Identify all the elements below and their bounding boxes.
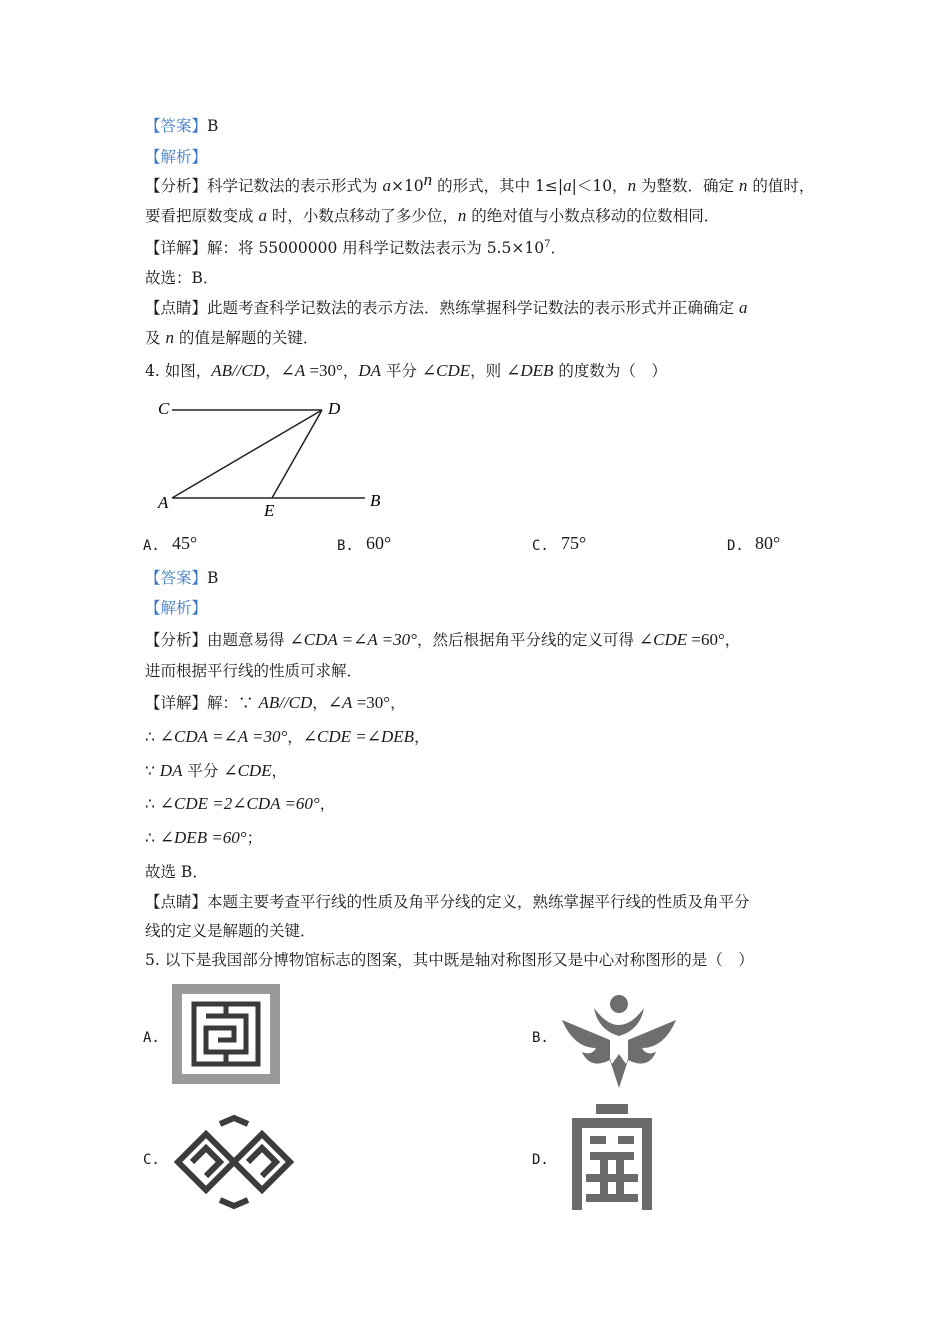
var: n [457, 206, 467, 225]
var: n [165, 328, 174, 347]
text: ， [342, 362, 359, 380]
q4-answer-line [145, 567, 218, 589]
expr: DA [159, 761, 183, 780]
q3-guxuan-line [145, 267, 218, 289]
text: 此题考查科学记数法的表示方法．熟练掌握科学记数法的表示形式并正确确定 [207, 299, 739, 317]
answer-tag: 【答案】 [145, 569, 208, 587]
q4-fenxi-line-1 [145, 629, 740, 651]
text: 解：将 55000000 用科学记数法表示为 5.5×10 [207, 239, 545, 257]
q5-option-d-label[interactable]: D. [532, 1152, 549, 1168]
expr: =60° [687, 630, 725, 649]
analysis-tag: 【解析】 [145, 148, 208, 166]
q3-xiangjie-line [145, 237, 566, 259]
answer-tag: 【答案】 [145, 117, 208, 135]
expr: =30° [305, 361, 343, 380]
q4-option-c-value: 75° [561, 533, 587, 553]
text: ， [312, 694, 328, 712]
var: a [258, 206, 267, 225]
q5-option-b-label[interactable]: B. [532, 1030, 549, 1046]
q3-answer-line [145, 115, 218, 137]
text: ； [246, 829, 263, 847]
var: a [738, 298, 748, 317]
text: ∴ [145, 795, 160, 813]
expr: AB//CD [211, 361, 266, 380]
text: 线的定义是解题的关键． [145, 922, 316, 940]
text: 的度数为（ ） [553, 362, 667, 380]
expr: ∠CDE [638, 630, 688, 649]
q3-dianjing-line-2 [145, 327, 318, 349]
logo-d-glyph [572, 1104, 652, 1210]
expr: ∠CDA [289, 630, 338, 649]
fenxi-tag: 【分析】 [145, 177, 208, 195]
logo-c-knot [178, 1118, 290, 1206]
q5-option-c-label[interactable]: C. [143, 1152, 160, 1168]
fenxi-tag: 【分析】 [145, 631, 208, 649]
text: ∵ [145, 762, 160, 780]
expr: =∠A =30° [337, 630, 417, 649]
text: 为整数．确定 [636, 177, 739, 195]
text: ， [414, 728, 430, 746]
text: ， [287, 728, 303, 746]
q4-dianjing-line-2 [145, 920, 316, 942]
expr: DA [358, 361, 382, 380]
dianjing-tag: 【点睛】 [145, 299, 208, 317]
q4-step-3 [145, 760, 287, 782]
q3-analysis-line [145, 146, 207, 168]
text: 时，小数点移动了多少位， [266, 207, 458, 225]
sup: 7 [544, 238, 551, 250]
text: ． [550, 239, 566, 257]
sup: n [423, 169, 433, 189]
q4-step-2 [145, 726, 430, 748]
text: 由题意易得 [207, 631, 290, 649]
label-e: E [264, 501, 275, 520]
q3-fenxi-line-1 [145, 169, 815, 197]
text: ∴ [145, 829, 160, 847]
q4-option-a-label[interactable]: A. [143, 538, 160, 554]
text: ， [390, 694, 406, 712]
text: ，然后根据角平分线的定义可得 [416, 631, 639, 649]
text: ×10 [390, 177, 424, 195]
expr: ∠CDE [421, 361, 471, 380]
q4-option-a-value: 45° [172, 533, 198, 553]
q5-option-c-logo[interactable] [172, 1114, 296, 1210]
text: 要看把原数变成 [145, 207, 259, 225]
expr: ∠DEB [506, 361, 554, 380]
q4-geometry-figure [150, 392, 410, 524]
label-d: D [328, 399, 341, 418]
var: a [382, 176, 391, 195]
text: 进而根据平行线的性质可求解． [145, 662, 363, 680]
label-b: B [370, 491, 381, 510]
text: 解：∵ [207, 694, 259, 712]
var: n [627, 176, 637, 195]
q5-option-a-logo[interactable] [172, 984, 280, 1084]
text: 5. 以下是我国部分博物馆标志的图案，其中既是轴对称图形又是中心对称图形的是（ ） [145, 951, 754, 969]
q4-option-c-label[interactable]: C. [532, 538, 549, 554]
expr: ∠DEB =60° [159, 828, 247, 847]
text: 的值时， [747, 177, 815, 195]
text: 科学记数法的表示形式为 [207, 177, 383, 195]
var: n [738, 176, 748, 195]
q4-step-5 [145, 827, 262, 849]
line-de [272, 410, 322, 498]
text: ， [271, 762, 288, 780]
q5-stem [145, 949, 754, 971]
q4-step-4 [145, 793, 335, 815]
logo-b-shape [562, 995, 676, 1088]
q4-fenxi-line-2 [145, 660, 362, 682]
q5-option-a-label[interactable]: A. [143, 1030, 160, 1046]
var: a [563, 176, 572, 195]
expr: ∠CDA =∠A =30° [159, 727, 288, 746]
q4-option-b-label[interactable]: B. [337, 538, 354, 554]
dianjing-tag: 【点睛】 [145, 893, 208, 911]
expr: ∠CDE [223, 761, 272, 780]
text: 的形式，其中 1≤| [432, 177, 564, 195]
expr: ∠A [327, 693, 353, 712]
q5-option-d-logo[interactable] [564, 1104, 660, 1210]
text: 故选 B． [145, 863, 208, 881]
q4-analysis-line [145, 597, 207, 619]
text: 4. 如图， [145, 362, 212, 380]
xiangjie-tag: 【详解】 [145, 239, 208, 257]
xiangjie-tag: 【详解】 [145, 694, 208, 712]
q3-fenxi-line-2 [145, 205, 719, 227]
line-ad [172, 410, 322, 498]
text: ，则 [470, 362, 507, 380]
expr: ∠CDE =∠DEB [302, 727, 415, 746]
text: 本题主要考查平行线的性质及角平分线的定义，熟练掌握平行线的性质及角平分 [207, 893, 750, 911]
answer-value: B [207, 569, 219, 587]
q4-stem [145, 360, 667, 382]
expr: AB//CD [258, 693, 313, 712]
text: 的绝对值与小数点移动的位数相同． [466, 207, 720, 225]
q3-dianjing-line-1 [145, 297, 747, 319]
text: ∴ [145, 728, 160, 746]
text: |＜10， [571, 177, 628, 195]
q5-option-b-logo[interactable] [560, 990, 678, 1090]
answer-value: B [207, 117, 219, 135]
q4-dianjing-line-1 [145, 891, 750, 913]
q4-step-1 [145, 692, 406, 714]
text: 的值是解题的关键． [173, 329, 319, 347]
text: ， [265, 362, 281, 380]
expr: ∠CDE =2∠CDA =60° [159, 794, 320, 813]
text: 平分 [182, 762, 224, 780]
q4-option-d-label[interactable]: D. [727, 538, 744, 554]
label-a: A [158, 493, 169, 512]
expr: ∠A [280, 361, 306, 380]
text: 平分 [381, 362, 422, 380]
label-c: C [158, 399, 170, 418]
text: 故选：B． [145, 269, 219, 287]
expr: =30° [352, 693, 391, 712]
text: 及 [145, 329, 166, 347]
q4-option-b-value: 60° [366, 533, 392, 553]
q4-option-d-value: 80° [755, 533, 781, 553]
q4-guxuan-line [145, 861, 208, 883]
text: ， [724, 631, 741, 649]
analysis-tag: 【解析】 [145, 599, 208, 617]
text: ， [319, 795, 336, 813]
